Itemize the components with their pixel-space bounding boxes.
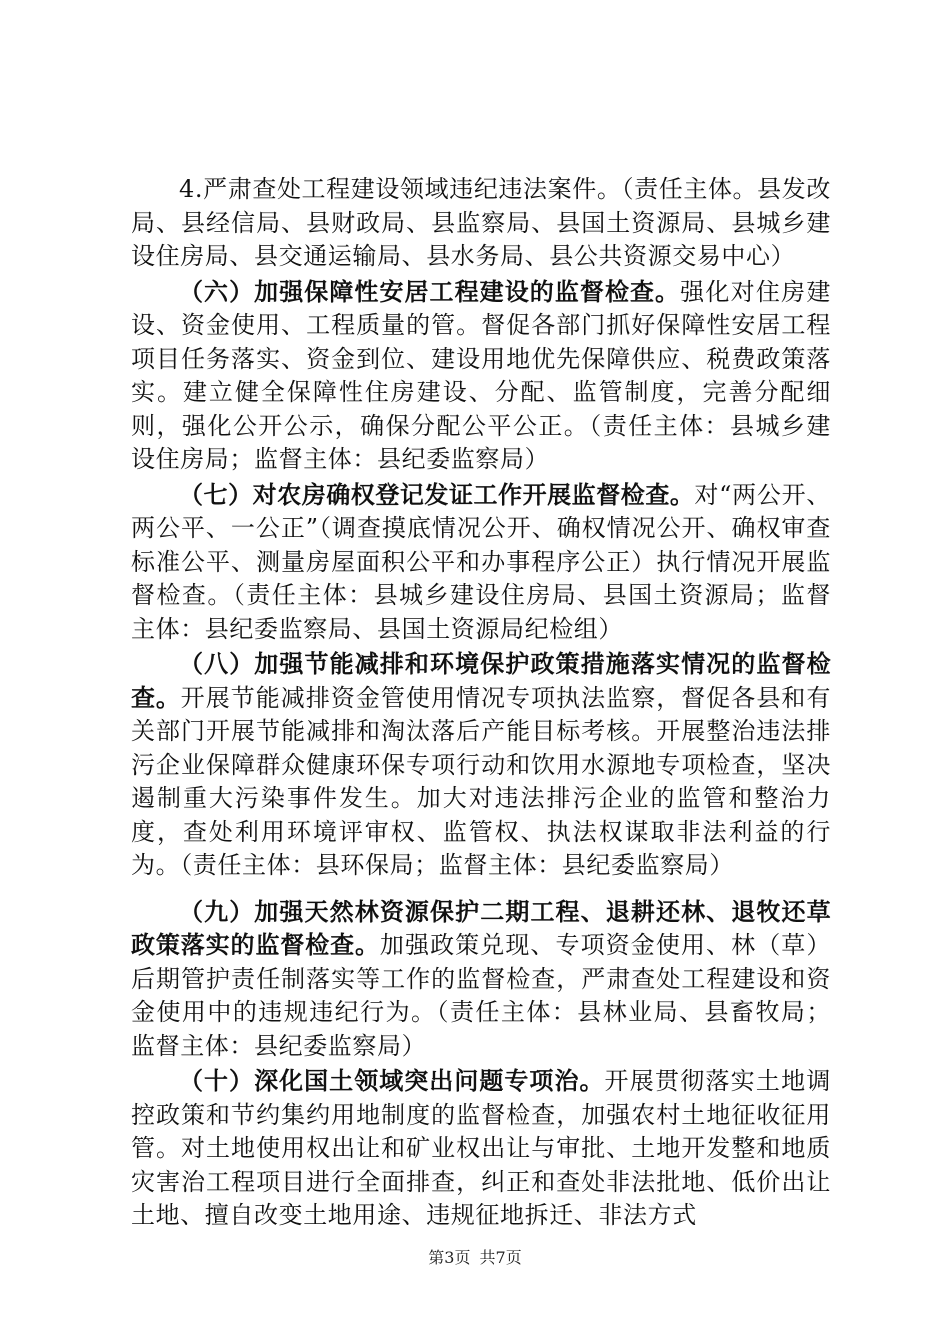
paragraph-section-9	[131, 896, 831, 1064]
paragraph-section-7	[131, 479, 831, 647]
paragraph-text: 开展节能减排资金管使用情况专项执法监察，督促各县和有关部门开展节能减排和淘汰落后产能目标考核。开展整治违法排污企业保障群众健康环保专项行动和饮用水源地专项检查，坚决遏制重大污染事件发生。加大对违法排污企业的监管和整治力度，查处利用环境评审权、监管权、执法权谋取非法利益的行为。（责任主体：县环保局；监督主体：县纪委监察局）	[131, 683, 831, 879]
page-total: 共7页	[479, 1248, 522, 1267]
paragraph-text: 开展贯彻落实土地调控政策和节约集约用地制度的监督检查，加强农村土地征收征用管。对土地使用权出让和矿业权出让与审批、土地开发整和地质灾害治工程项目进行全面排查，纠正和查处非法批地、低价出让土地、擅自改变土地用途、违规征地拆迁、非法方式	[131, 1067, 831, 1229]
paragraph-heading: （九）加强天然林资源保护二期工程、退耕还林、退牧还草政策落实的监督检查。	[131, 897, 831, 959]
document-body	[131, 173, 831, 1233]
paragraph-section-6	[131, 276, 831, 477]
paragraph-text: 强化对住房建设、资金使用、工程质量的管。督促各部门抓好保障性安居工程项目任务落实、资金到位、建设用地优先保障供应、税费政策落实。建立健全保障性住房建设、分配、监管制度，完善分配细则，强化公开公示，确保分配公平公正。（责任主体：县城乡建设住房局；监督主体：县纪委监察局）	[131, 277, 832, 473]
paragraph-text: 加强政策兑现、专项资金使用、林（草）后期管护责任制落实等工作的监督检查，严肃查处工程建设和资金使用中的违规违纪行为。（责任主体：县林业局、县畜牧局；监督主体：县纪委监察局）	[131, 931, 831, 1060]
page-number: 第3页	[428, 1248, 471, 1267]
paragraph-text: 4.严肃查处工程建设领域违纪违法案件。（责任主体。县发改局、县经信局、县财政局、县监察局、县国土资源局、县城乡建设住房局、县交通运输局、县水务局、县公共资源交易中心）	[131, 175, 831, 270]
paragraph-section-10	[131, 1065, 831, 1233]
paragraph-heading: （七）对农房确权登记发证工作开展监督检查。	[179, 480, 695, 509]
paragraph-heading: （十）深化国土领域突出问题专项治。	[179, 1067, 605, 1095]
page-footer	[0, 1245, 950, 1268]
paragraph-heading: （六）加强保障性安居工程建设的监督检查。	[179, 277, 681, 306]
paragraph-text: 对“两公开、两公平、一公正”（调查摸底情况公开、确权情况公开、确权审查标准公平、测量房屋面积公平和办事程序公正）执行情况开展监督检查。（责任主体：县城乡建设住房局、县国土资源局；监督主体：县纪委监察局、县国土资源局纪检组）	[131, 480, 831, 643]
paragraph-section-8	[131, 648, 831, 883]
paragraph-heading: （八）加强节能减排和环境保护政策措施落实情况的监督检查。	[131, 650, 831, 712]
paragraph-item-4	[131, 173, 831, 274]
